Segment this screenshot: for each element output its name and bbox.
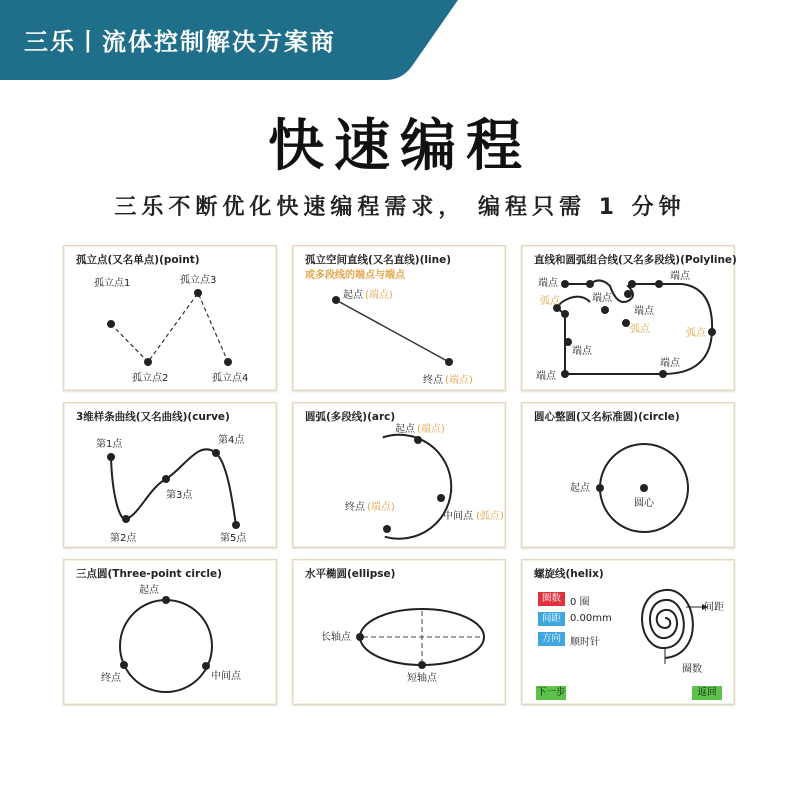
three-point-circle-diagram [64, 560, 278, 706]
banner-title: 三乐丨流体控制解决方案商 [24, 28, 336, 56]
arc-start-tag: (端点) [417, 424, 445, 435]
arc-diagram [293, 403, 507, 549]
card-title: 直线和圆弧组合线(又名多段线)(Polyline) [534, 254, 737, 266]
header-banner [0, 0, 800, 82]
card-circle [521, 402, 735, 548]
point-label-2: 孤立点2 [132, 373, 169, 384]
page-subtitle: 三乐不断优化快速编程需求， 编程只需 1 分钟 [114, 195, 686, 220]
polyline-endpoint-label: 端点 [536, 371, 556, 382]
ellipse-major-label: 长轴点 [321, 632, 351, 643]
card-title: 3维样条曲线(又名曲线)(curve) [76, 411, 230, 423]
arc-end-tag: (端点) [367, 502, 395, 513]
card-title: 圆心整圆(又名标准圆)(circle) [534, 411, 680, 423]
polyline-diagram [522, 246, 736, 392]
curve-label-3: 第3点 [166, 490, 193, 501]
spacing-button[interactable]: 间距 [538, 612, 565, 626]
polyline-endpoint-label: 端点 [660, 358, 680, 369]
line-end-tag: (端点) [445, 375, 473, 386]
arc-mid-label: 中间点 [443, 511, 473, 522]
curve-label-1: 第1点 [96, 439, 123, 450]
curve-label-4: 第4点 [218, 435, 245, 446]
polyline-arc-label: 弧点 [540, 296, 560, 307]
circle-start-label: 起点 [570, 483, 590, 494]
line-end-label: 终点 [423, 375, 443, 386]
line-diagram [293, 246, 507, 392]
card-title: 螺旋线(helix) [534, 568, 604, 580]
circles-button[interactable]: 圈数 [538, 592, 565, 606]
line-start-tag: (端点) [365, 290, 393, 301]
helix-circles-label: 圈数 [682, 664, 702, 675]
circle-start-point [596, 484, 604, 492]
line-start-point [332, 296, 340, 304]
spacing-value: 0.00mm [570, 613, 612, 624]
curve-label-2: 第2点 [110, 533, 137, 544]
point-label-1: 孤立点1 [94, 278, 131, 289]
card-title: 孤立空间直线(又名直线)(line) [305, 254, 451, 266]
circle-center-point [640, 484, 648, 492]
ellipse-minor-label: 短轴点 [407, 673, 437, 684]
helix-diagram [522, 560, 736, 706]
back-button[interactable]: 返回 [692, 686, 722, 700]
circle-diagram [522, 403, 736, 549]
card-subtitle: 或多段线的端点与端点 [305, 270, 405, 281]
polyline-endpoint-label: 端点 [670, 271, 690, 282]
curve-diagram [64, 403, 278, 549]
card-polyline [521, 245, 735, 391]
polyline-arc-label: 弧点 [686, 328, 706, 339]
card-ellipse [292, 559, 506, 705]
card-curve [63, 402, 277, 548]
ellipse-diagram [293, 560, 507, 706]
arc-mid-tag: (弧点) [476, 511, 504, 522]
helix-spacing-label: 间距 [704, 602, 724, 613]
polyline-endpoint-label: 端点 [572, 346, 592, 357]
card-arc [292, 402, 506, 548]
card-line [292, 245, 506, 391]
curve-label-5: 第5点 [220, 533, 247, 544]
line-start-label: 起点 [343, 290, 363, 301]
card-helix [521, 559, 735, 705]
direction-value: 顺时针 [570, 637, 600, 648]
polyline-endpoint-label: 端点 [538, 278, 558, 289]
point-marker [107, 320, 115, 328]
card-title: 水平椭圆(ellipse) [305, 568, 396, 580]
circle-center-label: 圆心 [634, 498, 654, 509]
circles-value: 0 圈 [570, 597, 590, 608]
polyline-endpoint-label: 端点 [592, 293, 612, 304]
card-title: 孤立点(又名单点)(point) [76, 254, 200, 266]
direction-button[interactable]: 方向 [538, 632, 565, 646]
arc-start-label: 起点 [395, 424, 415, 435]
point-marker [144, 358, 152, 366]
page-title: 快速编程 [268, 114, 532, 179]
card-title: 圆弧(多段线)(arc) [305, 411, 396, 423]
arc-end-label: 终点 [345, 502, 365, 513]
card-point [63, 245, 277, 391]
point-marker [224, 358, 232, 366]
tpc-mid-label: 中间点 [211, 671, 241, 682]
point-label-3: 孤立点3 [180, 275, 217, 286]
tpc-end-label: 终点 [101, 673, 121, 684]
tpc-start-label: 起点 [139, 585, 159, 596]
point-label-4: 孤立点4 [212, 373, 249, 384]
line-end-point [445, 358, 453, 366]
polyline-arc-label: 弧点 [630, 324, 650, 335]
point-diagram [64, 246, 278, 392]
point-marker [194, 289, 202, 297]
card-title: 三点圆(Three-point circle) [76, 568, 222, 580]
card-three-point-circle [63, 559, 277, 705]
polyline-endpoint-label: 端点 [634, 306, 654, 317]
next-button[interactable]: 下一步 [536, 687, 566, 698]
